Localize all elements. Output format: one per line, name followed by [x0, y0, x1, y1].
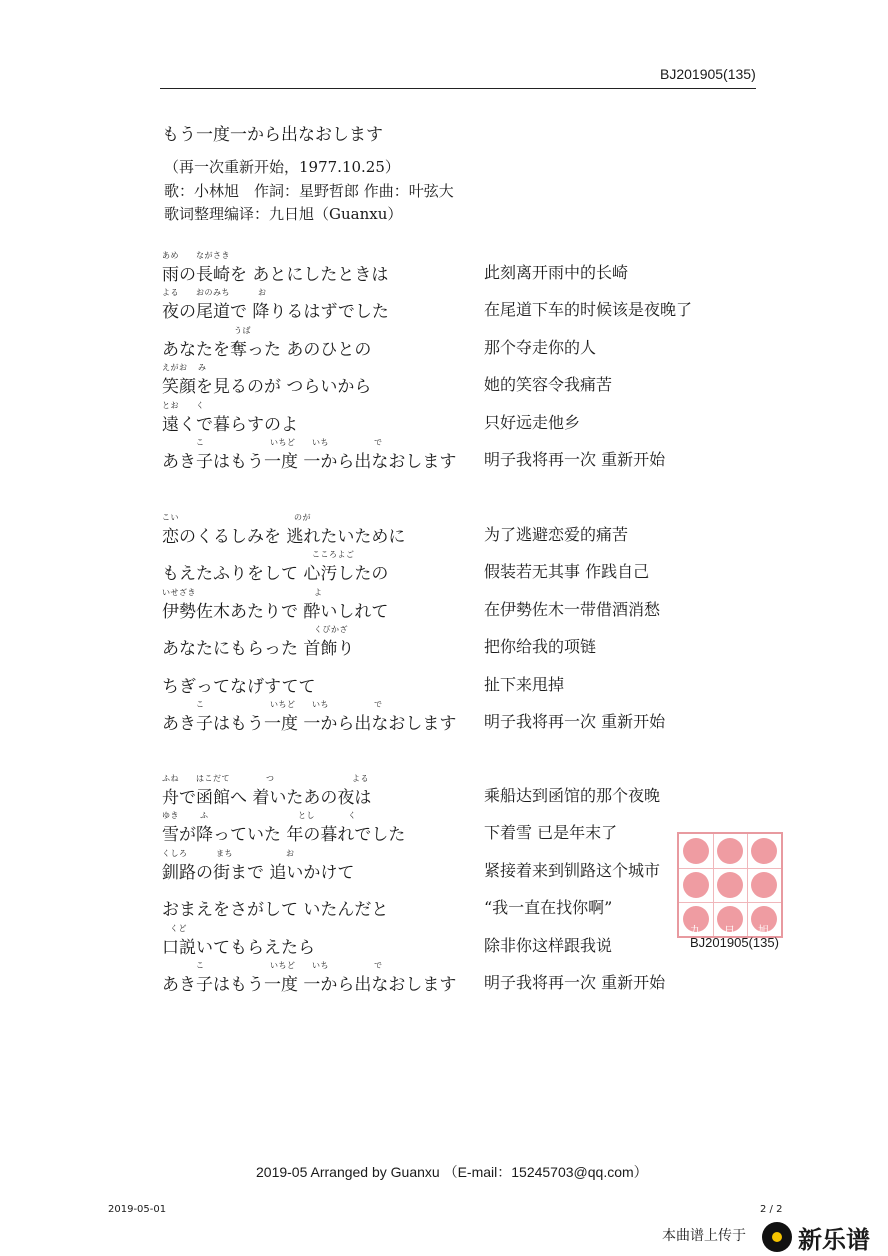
- furigana: くびかざ: [314, 625, 348, 635]
- lyric-japanese: 伊勢佐木あたりで 酔いしれて: [162, 601, 389, 622]
- furigana: ふ: [200, 811, 209, 821]
- lyric-japanese: あき子はもう一度 一から出なおします: [162, 452, 457, 472]
- upload-text: 本曲谱上传于: [662, 1228, 746, 1244]
- lyric-japanese: あき子はもう一度 一から出なおします: [162, 975, 457, 995]
- lyric-line: [162, 587, 782, 627]
- stamp-grid-line: [679, 902, 781, 903]
- furigana: お: [258, 288, 267, 298]
- lyric-japanese: あなたを奪った あのひとの: [162, 339, 372, 360]
- furigana: で: [374, 700, 383, 709]
- lyric-chinese: 乘船达到函馆的那个夜晚: [484, 786, 661, 805]
- furigana: こ: [196, 438, 205, 447]
- stamp-character: 九: [690, 924, 701, 937]
- lyric-line: [162, 624, 782, 664]
- lyric-chinese: 明子我将再一次 重新开始: [484, 450, 666, 469]
- footer-date: 2019-05-01: [108, 1204, 167, 1215]
- lyric-chinese: 扯下来甩掉: [484, 674, 565, 694]
- lyric-japanese: 遠くで暮らすのよ: [162, 414, 298, 435]
- furigana: ゆき: [162, 811, 179, 821]
- lyric-chinese: 此刻离开雨中的长崎: [484, 263, 629, 282]
- furigana: こい: [162, 513, 179, 522]
- lyric-line: [162, 325, 782, 365]
- stamp-dot: [683, 838, 709, 864]
- furigana: よ: [314, 587, 323, 597]
- header-code: BJ201905(135): [660, 66, 756, 82]
- site-logo-text[interactable]: 新乐谱: [798, 1226, 870, 1254]
- lyric-line: [162, 250, 782, 290]
- lyric-line: [162, 287, 782, 327]
- furigana: いちど: [270, 700, 296, 709]
- furigana: で: [374, 961, 383, 970]
- lyric-japanese: 口説いてもらえたら: [162, 937, 315, 958]
- lyric-chinese: 把你给我的项链: [484, 637, 597, 657]
- furigana: いち: [312, 961, 329, 970]
- page-number: 2 / 2: [760, 1204, 783, 1215]
- lyric-line: [162, 512, 782, 552]
- stamp-dot: [751, 872, 777, 898]
- furigana: とお: [162, 400, 179, 410]
- lyric-japanese: ちぎってなげすてて: [162, 676, 316, 697]
- stamp-dot: [717, 872, 743, 898]
- furigana: こ: [196, 700, 205, 709]
- furigana: いち: [312, 438, 329, 447]
- stamp-dot: [751, 838, 777, 864]
- lyric-chinese: 为了逃避恋爱的痛苦: [484, 525, 629, 544]
- site-logo-icon: [762, 1222, 792, 1252]
- stamp-grid-line: [747, 834, 748, 936]
- furigana: えがお: [162, 363, 188, 373]
- lyric-chinese: 明子我将再一次 重新开始: [484, 973, 666, 992]
- lyric-line: [162, 362, 782, 402]
- footer-arranged: 2019-05 Arranged by Guanxu （E-mail：15245703@qq.com）: [256, 1164, 648, 1180]
- lyric-chinese: “我一直在找你啊”: [484, 898, 613, 918]
- lyric-chinese: 除非你这样跟我说: [484, 935, 613, 955]
- stamp-dot: [683, 872, 709, 898]
- lyric-chinese: 她的笑容令我痛苦: [484, 375, 613, 395]
- lyric-chinese: 只好远走他乡: [484, 412, 581, 432]
- lyric-chinese: 在尾道下车的时候该是夜晚了: [484, 300, 693, 320]
- furigana: とし: [298, 811, 315, 821]
- furigana: お: [286, 848, 295, 858]
- furigana: いせざき: [162, 587, 196, 597]
- song-credits: 歌：小林旭 作詞：星野哲郎 作曲：叶弦大: [164, 182, 454, 200]
- lyric-chinese: 紧接着来到钏路这个城市: [484, 860, 661, 880]
- lyric-japanese: 雪が降っていた 年の暮れでした: [162, 825, 406, 846]
- lyric-japanese: 舟で函館へ 着いたあの夜は: [162, 788, 372, 808]
- lyric-line: [162, 699, 782, 739]
- furigana: いち: [312, 700, 329, 709]
- stamp-character: 日: [724, 924, 735, 937]
- furigana: くしろ: [162, 848, 188, 858]
- lyric-japanese: もえたふりをして 心汚したの: [162, 564, 389, 585]
- stamp-character: 旭: [758, 924, 769, 937]
- lyric-japanese: 釧路の街まで 追いかけて: [162, 862, 355, 883]
- lyric-japanese: 笑顔を見るのが つらいから: [162, 377, 372, 398]
- watermark-stamp: [677, 832, 783, 938]
- lyric-line: [162, 437, 782, 477]
- lyric-chinese: 在伊勢佐木一带借酒消愁: [484, 599, 661, 619]
- furigana: おのみち: [196, 288, 230, 298]
- furigana: く: [348, 811, 357, 821]
- furigana: まち: [216, 848, 233, 858]
- lyric-japanese: 夜の尾道で 降りるはずでした: [162, 302, 389, 323]
- lyric-japanese: おまえをさがして いたんだと: [162, 900, 389, 921]
- stamp-dot: [717, 838, 743, 864]
- lyric-line: [162, 662, 782, 702]
- song-translator: 歌词整理编译：九日旭（Guanxu）: [164, 205, 403, 223]
- lyric-chinese: 那个夺走你的人: [484, 337, 597, 357]
- furigana: いちど: [270, 961, 296, 970]
- stamp-code: BJ201905(135): [690, 935, 779, 950]
- lyric-chinese: 下着雪 已是年末了: [484, 823, 618, 843]
- song-subtitle: （再一次重新开始，1977.10.25）: [164, 158, 400, 176]
- lyric-japanese: あなたにもらった 首飾り: [162, 639, 355, 660]
- lyric-chinese: 假装若无其事 作践自己: [484, 562, 650, 582]
- furigana: のが: [294, 513, 311, 522]
- song-title: もう一度一から出なおします: [162, 125, 383, 145]
- stamp-grid-line: [679, 868, 781, 869]
- furigana: あめ: [162, 251, 179, 260]
- furigana: く: [196, 400, 205, 410]
- furigana: つ: [266, 774, 275, 783]
- lyric-line: [162, 773, 782, 813]
- lyric-line: [162, 400, 782, 440]
- lyric-japanese: 雨の長崎を あとにしたときは: [162, 265, 389, 285]
- furigana: こころよご: [312, 550, 355, 560]
- furigana: くど: [170, 923, 187, 933]
- furigana: ふね: [162, 774, 179, 783]
- furigana: よる: [352, 774, 369, 783]
- furigana: み: [198, 363, 207, 373]
- furigana: はこだて: [196, 774, 230, 783]
- furigana: こ: [196, 961, 205, 970]
- furigana: よる: [162, 288, 179, 298]
- lyric-japanese: あき子はもう一度 一から出なおします: [162, 714, 457, 734]
- furigana: ながさき: [196, 251, 230, 260]
- header-rule: [160, 88, 756, 89]
- lyric-japanese: 恋のくるしみを 逃れたいために: [162, 527, 406, 547]
- furigana: いちど: [270, 438, 296, 447]
- furigana: うば: [234, 325, 251, 335]
- furigana: で: [374, 438, 383, 447]
- stamp-grid-line: [713, 834, 714, 936]
- lyric-line: [162, 549, 782, 589]
- lyric-chinese: 明子我将再一次 重新开始: [484, 712, 666, 731]
- lyric-line: [162, 960, 782, 1000]
